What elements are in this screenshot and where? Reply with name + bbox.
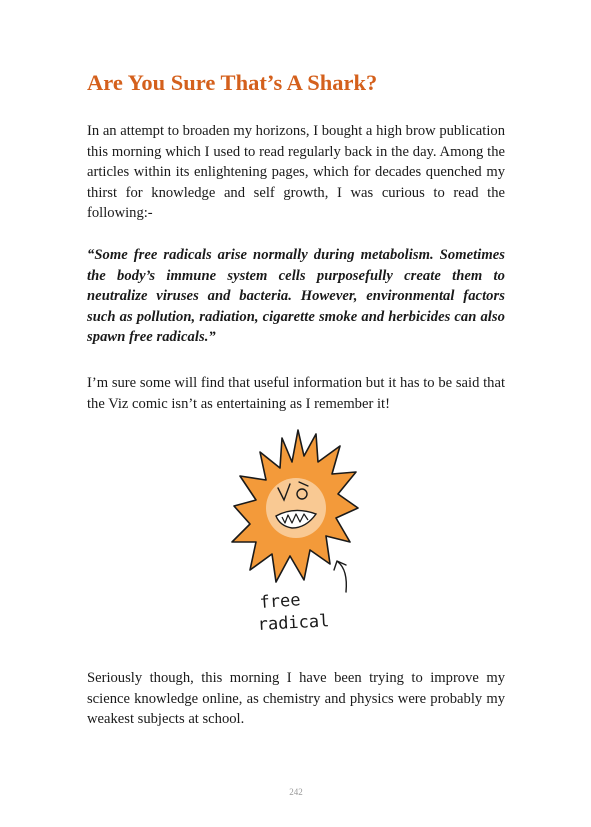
intro-paragraph: In an attempt to broaden my horizons, I bought a high brow publication this morning which I used to read regularly back in the day. Among the articles within its enlightening pages, which for decades quenched my thirst for knowledge and self growth, I was curious to read the following:-	[87, 123, 505, 222]
illustration-caption-radical: radical	[257, 611, 330, 635]
closing-paragraph: Seriously though, this morning I have been trying to improve my science knowledge online, as chemistry and physics were probably my weakest subjects at school.	[87, 670, 505, 728]
quote-paragraph: “Some free radicals arise normally during metabolism. Sometimes the body’s immune system cells purposefully create them to neutralize viruses and bacteria. However, environmental factors such as pollution, radiation, cigarette smoke and herbicides can also spawn free radicals.”	[87, 247, 505, 346]
chapter-title: Are You Sure That’s A Shark?	[87, 70, 378, 95]
book-page	[87, 0, 505, 827]
illustration-caption-free: free	[258, 590, 302, 613]
free-radical-illustration	[230, 424, 360, 636]
comment-paragraph: I’m sure some will find that useful information but it has to be said that the Viz comic isn’t as entertaining as I remember it!	[87, 375, 505, 412]
page-number: 242	[289, 787, 303, 797]
